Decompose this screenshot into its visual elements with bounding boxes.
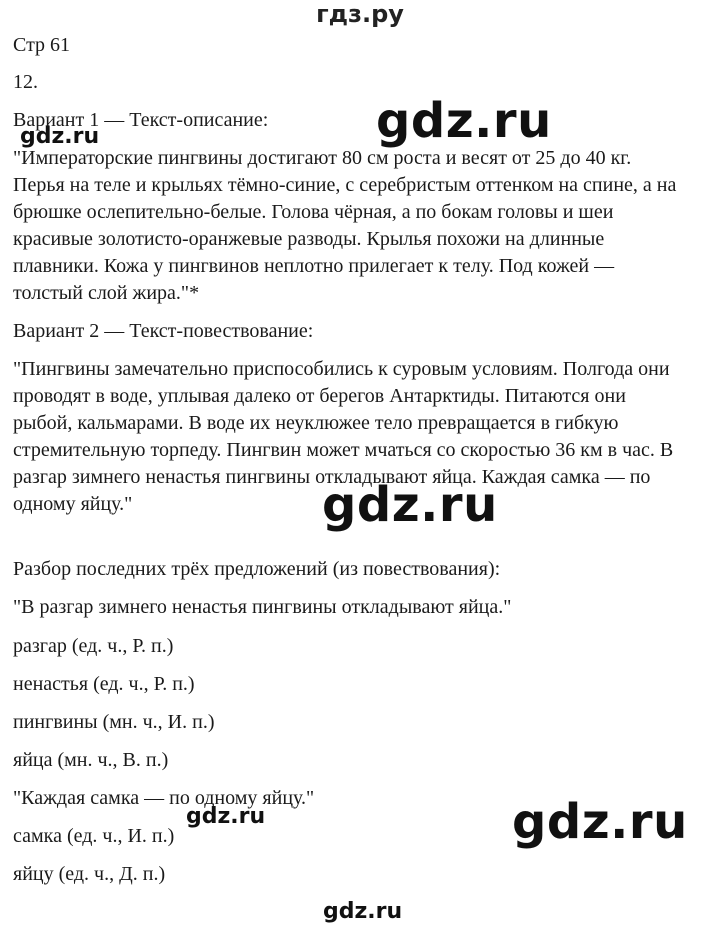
site-header-title: гдз.ру [316,0,404,28]
word-analysis-item: пингвины (мн. ч., И. п.) [13,711,215,733]
analysis-sentence: "Каждая самка — по одному яйцу." [13,787,315,809]
variant1-line: плавники. Кожа у пингвинов неплотно прилегает к телу. Под кожей — [13,255,615,277]
watermark: gdz.ru [376,93,552,149]
variant2-line: рыбой, кальмарами. В воде их неуклюжее тело превращается в гибкую [13,412,619,434]
word-analysis-item: разгар (ед. ч., Р. п.) [13,635,174,657]
variant2-line: одному яйцу." [13,493,133,515]
variant2-line: проводят в воде, уплывая далеко от берегов Антарктиды. Питаются они [13,385,626,407]
page-reference: Стр 61 [13,34,71,56]
variant1-line: Перья на теле и крыльях тёмно-синие, с серебристым оттенком на спине, а на [13,174,677,196]
variant2-line: разгар зимнего ненастья пингвины откладывают яйца. Каждая самка — по [13,466,651,488]
word-analysis-item: ненастья (ед. ч., Р. п.) [13,673,195,695]
variant1-heading: Вариант 1 — Текст-описание: [13,109,269,131]
analysis-heading: Разбор последних трёх предложений (из повествования): [13,558,501,580]
analysis-sentence: "В разгар зимнего ненастья пингвины откладывают яйца." [13,596,512,618]
word-analysis-item: самка (ед. ч., И. п.) [13,825,175,847]
variant1-line: толстый слой жира."* [13,282,200,304]
variant2-heading: Вариант 2 — Текст-повествование: [13,320,314,342]
variant2-line: стремительную торпеду. Пингвин может мчаться со скоростью 36 км в час. В [13,439,674,461]
watermark: gdz.ru [20,124,100,149]
watermark: gdz.ru [512,794,688,850]
watermark: gdz.ru [322,477,498,533]
word-analysis-item: яйца (мн. ч., В. п.) [13,749,169,771]
word-analysis-item: яйцу (ед. ч., Д. п.) [13,863,166,885]
variant1-line: брюшке ослепительно-белые. Голова чёрная, а по бокам головы и шеи [13,201,614,223]
variant1-line: красивые золотисто-оранжевые разводы. Крылья похожи на длинные [13,228,605,250]
watermark: gdz.ru [323,899,403,924]
variant2-line: "Пингвины замечательно приспособились к суровым условиям. Полгода они [13,358,670,380]
task-number: 12. [13,71,38,93]
watermark: gdz.ru [186,804,266,829]
variant1-line: "Императорские пингвины достигают 80 см роста и весят от 25 до 40 кг. [13,147,632,169]
